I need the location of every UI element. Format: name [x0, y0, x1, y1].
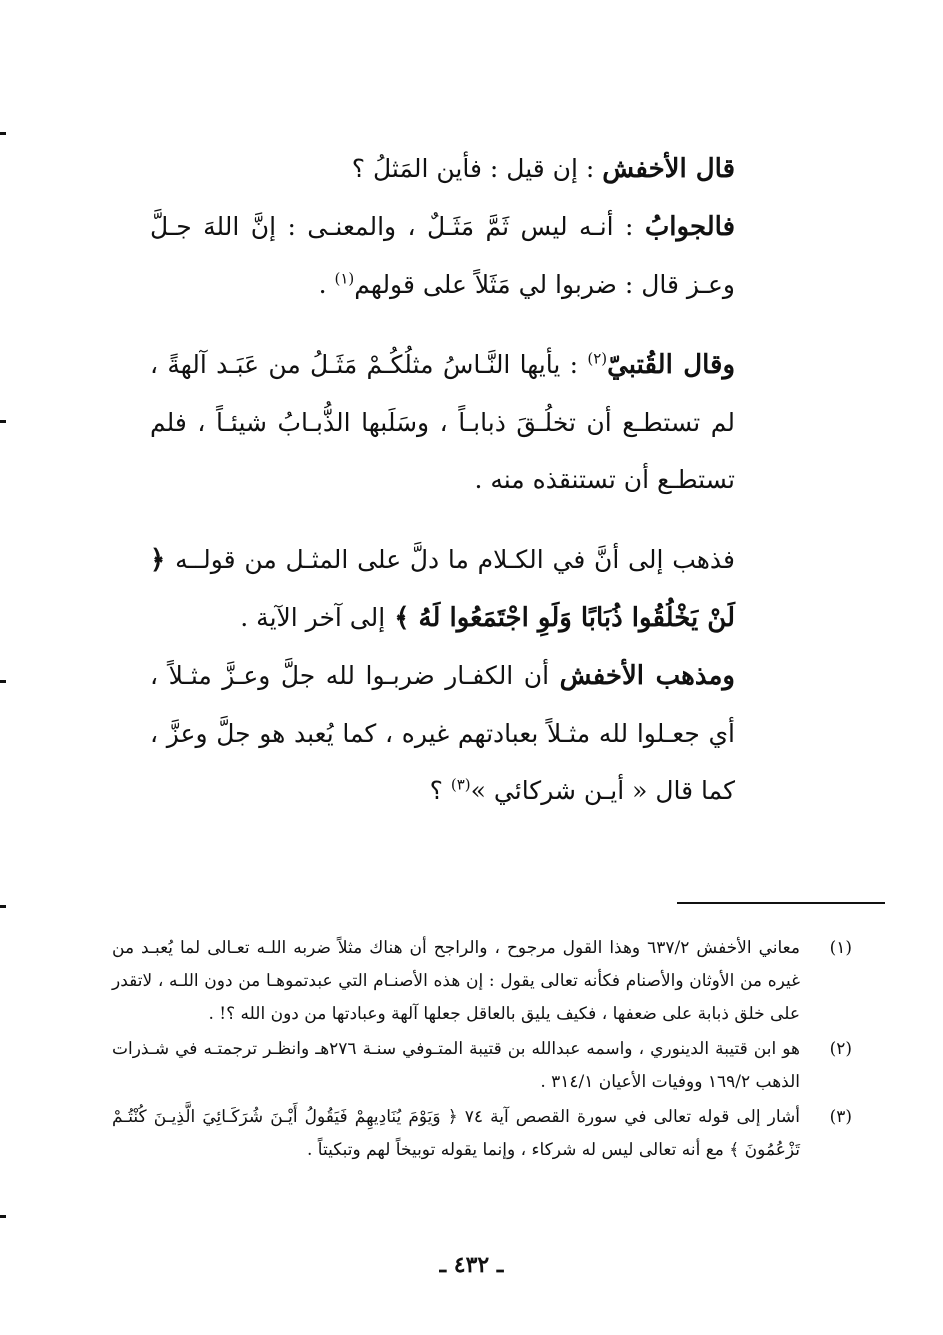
paragraph-akhfash-view	[150, 647, 735, 819]
footnote-3	[112, 1101, 852, 1167]
paragraph-end: .	[318, 270, 335, 299]
footnote-number: (١)	[829, 938, 852, 958]
quran-verse: ﴿ لَنْ يَخْلُقُوا ذُبَابًا وَلَوِ اجْتَمَعُوا لَهُ ﴾	[150, 545, 735, 633]
footnote-divider	[677, 902, 885, 904]
paragraph-text: أن الكفـار ضربـوا لله جلَّ وعـزَّ مثـلاً ، أي جعـلوا لله مثـلاً بعبادتهم غيره ، كما يُعبد هو جلَّ وعزَّ ، كما قال « أيـن شركائي »	[150, 661, 735, 805]
paragraph-verse	[150, 531, 735, 647]
footnote-ref: (١)	[334, 269, 355, 288]
footnote-text: أشار إلى قوله تعالى في سورة القصص آية ٧٤ ﴿ وَيَوْمَ يُنَادِيهِمْ فَيَقُولُ أَيْـنَ شُرَكَـائِيَ الَّذِيـنَ كُنْتُـمْ تَزْعُمُونَ ﴾ مع أنه تعالى ليس له شركاء ، وإنما يقوله توبيخاً لهم وتبكيتاً .	[112, 1107, 800, 1160]
scan-edge-mark	[0, 1215, 6, 1218]
scan-edge-mark	[0, 905, 6, 908]
footnote-2	[112, 1033, 852, 1099]
scan-edge-mark	[0, 132, 6, 135]
page-number: ـ ٤٣٢ ـ	[439, 1252, 504, 1278]
footnote-1	[112, 932, 852, 1031]
answer-label: فالجوابُ	[644, 212, 735, 242]
speaker-label: قال الأخفش	[602, 154, 735, 184]
paragraph-text: : يأيها النَّـاسُ مثلُكُـمْ مَثَـلُ من عَبَـد آلهةً ، لم تستطـع أن تخلُـقَ ذبابـاً ، وسَلَبها الذُّبـابُ شيئـاً ، فلم تستطـع أن تستنقذه منه .	[150, 350, 735, 494]
paragraph-qutabi	[150, 336, 735, 508]
main-text	[150, 140, 735, 819]
paragraph-text: فذهب إلى أنَّ في الكـلام ما دلَّ على المثـل من قولــه	[175, 545, 735, 574]
paragraph-end: إلى آخر الآية .	[240, 603, 386, 632]
scan-edge-mark	[0, 680, 6, 683]
speaker-label: ومذهب الأخفش	[559, 661, 735, 691]
paragraph-text: : إن قيل : فأين المَثلُ ؟	[351, 154, 603, 183]
footnote-ref: (٢)	[587, 349, 608, 368]
paragraph-answer	[150, 198, 735, 313]
speaker-label: وقال القُتبيّ	[607, 350, 735, 380]
footnote-text: هو ابن قتيبة الدينوري ، واسمه عبدالله بن قتيبة المتـوفي سنـة ٢٧٦هـ وانظـر ترجمتـه في شـذرات الذهب ١٦٩/٢ ووفيات الأعيان ٣١٤/١ .	[112, 1039, 800, 1092]
footnote-ref: (٣)	[450, 775, 471, 794]
footnotes	[112, 932, 852, 1169]
paragraph-end: ؟	[429, 776, 451, 805]
footnote-text: معاني الأخفش ٦٣٧/٢ وهذا القول مرجوح ، والراجح أن هناك مثلاً ضربه اللـه تعـالى لما يُعبـد من غيره من الأوثان والأصنام فكأنه تعالى يقول : إن هذه الأصنـام التي عبدتموهـا من دون اللـه ، لاتقدر على خلق ذبابة على ضعفها ، فكيف يليق بالعاقل جعلها آلهة وعبادتها من دون الله ؟! .	[112, 938, 800, 1024]
scan-edge-mark	[0, 420, 6, 423]
paragraph-text: : أنـه ليس ثَمَّ مَثَـلٌ ، والمعنـى : إنَّ اللهَ جـلَّ وعـز قال : ضربوا لي مَثَلاً على قولهم	[150, 212, 735, 299]
paragraph-akhfash-question	[150, 140, 735, 198]
footnote-number: (٣)	[829, 1107, 852, 1127]
footnote-number: (٢)	[829, 1039, 852, 1059]
